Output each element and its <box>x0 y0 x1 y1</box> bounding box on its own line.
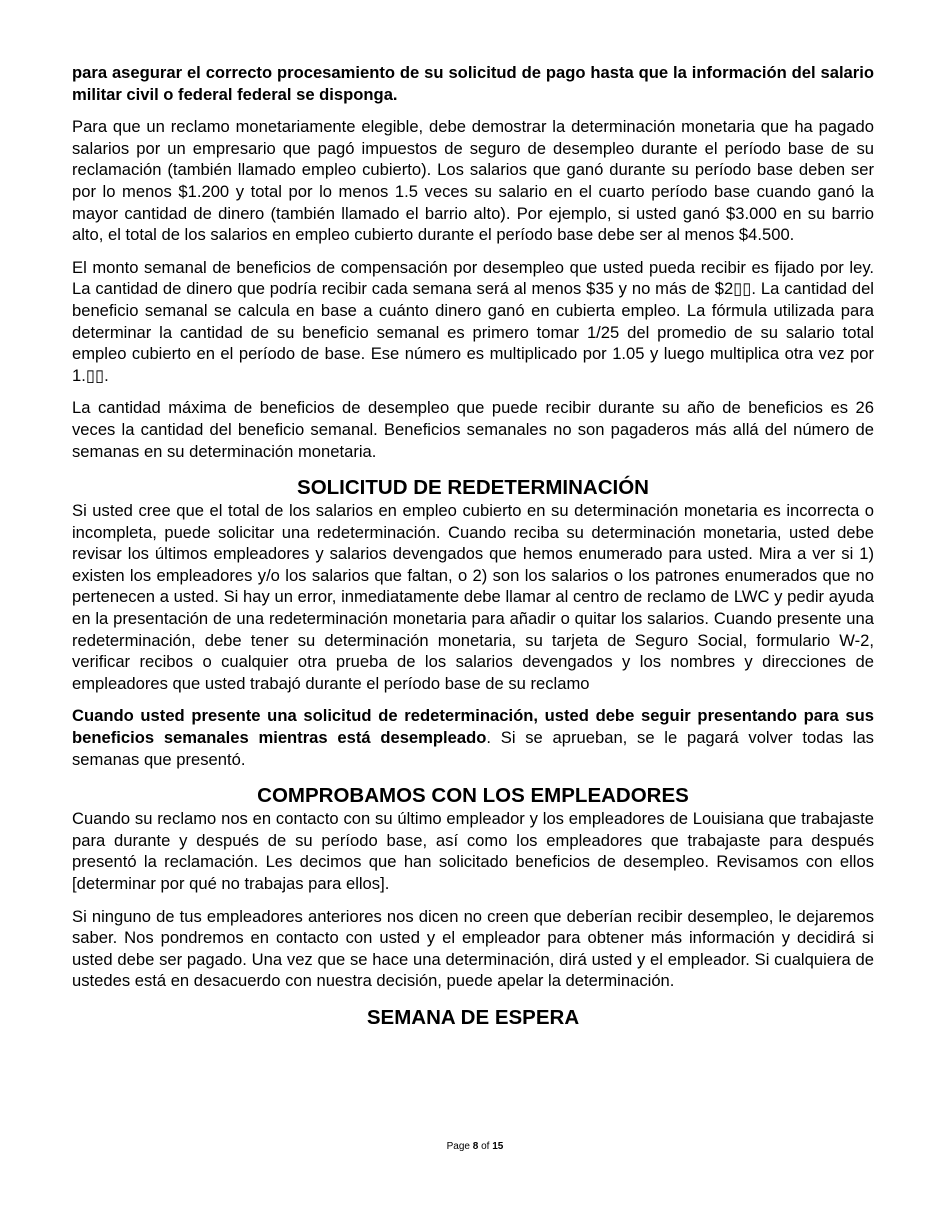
paragraph-max-benefits: La cantidad máxima de beneficios de desempleo que puede recibir durante su año de beneficios es 26 veces la cantidad del beneficio semanal. Beneficios semanales no son pagaderos más allá del número de semanas en su determinación monetaria. <box>72 398 874 461</box>
paragraph-employer-dispute: Si ninguno de tus empleadores anteriores nos dicen no creen que deberían recibir desempleo, le dejaremos saber. Nos pondremos en contacto con usted y el empleador para obtener más información y decidirá si usted debe ser pagado. Una vez que se hace una determinación, dirá usted y el empleador. Si cualquiera de ustedes está en desacuerdo con nuestra decisión, puede apelar la determinación. <box>72 906 874 991</box>
paragraph-waiting-info: para asegurar el correcto procesamiento de su solicitud de pago hasta que la información del salario militar civil o federal federal se disponga. <box>72 63 874 104</box>
paragraph-monetary-eligibility: Para que un reclamo monetariamente elegible, debe demostrar la determinación monetaria que ha pagado salarios por un empresario que pagó impuestos de seguro de desempleo durante el período base de su reclamación (también llamado empleo cubierto). Los salarios que ganó durante su período base deben ser por lo menos $1.200 y total por lo menos 1.5 veces su salario en el cuarto período base cuando ganó la mayor cantidad de dinero (también llamado el barrio alto). Por ejemplo, si usted ganó $3.000 en su barrio alto, el total de los salarios en empleo cubierto durante el período base debe ser al menos $4.500. <box>72 117 874 245</box>
paragraph-employer-contact: Cuando su reclamo nos en contacto con su último empleador y los empleadores de Louisiana que trabajaste para durante y después de su período base, así como los empleadores que trabajaste para después presentó la reclamación. Les decimos que han solicitado beneficios de desempleo. Revisamos con ellos [determinar por qué no trabajas para ellos]. <box>72 809 874 893</box>
paragraph-redetermination: Si usted cree que el total de los salarios en empleo cubierto en su determinación monetaria es incorrecta o incompleta, puede solicitar una redeterminación. Cuando reciba su determinación monetaria, usted debe revisar los últimos empleadores y salarios devengados que hemos enumerado para usted. Mira a ver si 1) existen los empleadores y/o los salarios que faltan, o 2) son los salarios o los patrones enumerados que no pertenecen a usted. Si hay un error, inmediatamente debe llamar al centro de reclamo de LWC y pedir ayuda en la presentación de una redeterminación monetaria para añadir o quitar los salarios. Cuando presente una redeterminación, debe tener su determinación monetaria, su tarjeta de Seguro Social, formulario W-2, verificar recibos o cualquier otra prueba de los salarios devengados y los nombres y direcciones de empleadores que usted trabajó durante el período base de su reclamo <box>72 501 874 693</box>
heading-waiting-week: SEMANA DE ESPERA <box>366 1005 580 1029</box>
document-page <box>72 62 874 1030</box>
paragraph-weekly-benefit: El monto semanal de beneficios de compensación por desempleo que usted pueda recibir es fijado por ley. La cantidad de dinero que podría recibir cada semana será al menos $35 y no más de $2▯▯. La cantidad del beneficio semanal se calcula en base a cuánto dinero ganó en cubierta empleo. La fórmula utilizada para determinar la cantidad de su beneficio semanal es primero tomar 1/25 del promedio de su salario total empleo cubierto en el período de base. Ese número es multiplicado por 1.05 y luego multiplica otra vez por 1.▯▯. <box>72 257 874 385</box>
heading-redetermination: SOLICITUD DE REDETERMINACIÓN <box>297 476 649 500</box>
redetermination-note-bold: Cuando usted presente una solicitud de redeterminación, usted debe seguir presentando para sus beneficios semanales mientras está desempleado <box>72 706 874 748</box>
heading-employers-check: COMPROBAMOS CON LOS EMPLEADORES <box>257 784 689 808</box>
page-footer <box>0 1141 950 1152</box>
paragraph-redetermination-note <box>72 705 874 770</box>
footer-prefix: Page <box>446 1141 473 1152</box>
footer-page-total: 15 <box>492 1141 504 1152</box>
footer-of: of <box>478 1141 493 1152</box>
footer-page-number: 8 <box>472 1141 479 1152</box>
redetermination-note-rest: . Si se aprueban, se le pagará volver todas las semanas que presentó. <box>72 728 874 769</box>
